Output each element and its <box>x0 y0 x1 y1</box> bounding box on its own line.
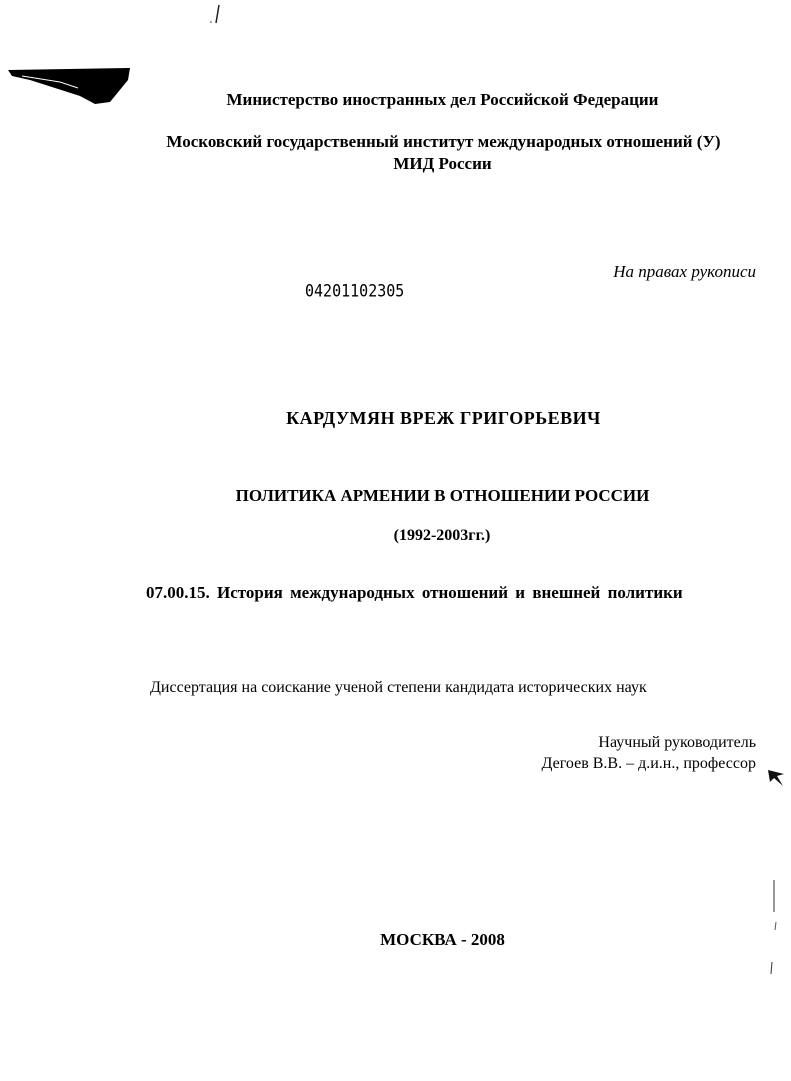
advisor-name: Дегоев В.В. – д.и.н., профессор <box>541 755 756 772</box>
institute-name: Московский государственный институт международных отношений (У) <box>166 132 721 151</box>
scan-artifact-right-mark <box>764 766 788 792</box>
degree-statement: Диссертация на соискание ученой степени кандидата исторических наук <box>150 679 647 696</box>
rights-notice: На правах рукописи <box>613 262 756 281</box>
author-name: КАРДУМЯН ВРЕЖ ГРИГОРЬЕВИЧ <box>286 408 601 428</box>
advisor-label: Научный руководитель <box>598 734 756 751</box>
dissertation-years: (1992-2003гг.) <box>393 527 491 544</box>
scan-artifact-top-mark <box>205 4 225 26</box>
dissertation-title: ПОЛИТИКА АРМЕНИИ В ОТНОШЕНИИ РОССИИ <box>235 486 650 505</box>
catalog-number: 04201102305 <box>305 281 405 301</box>
ministry-name: Министерство иностранных дел Российской Федерации <box>226 90 659 109</box>
institute-name-line2: МИД России <box>393 154 492 173</box>
specialty-code: 07.00.15. История международных отношений и внешней политики <box>146 583 683 602</box>
scan-artifact-right-edge-lines <box>764 878 784 978</box>
city-year: МОСКВА - 2008 <box>380 930 505 949</box>
